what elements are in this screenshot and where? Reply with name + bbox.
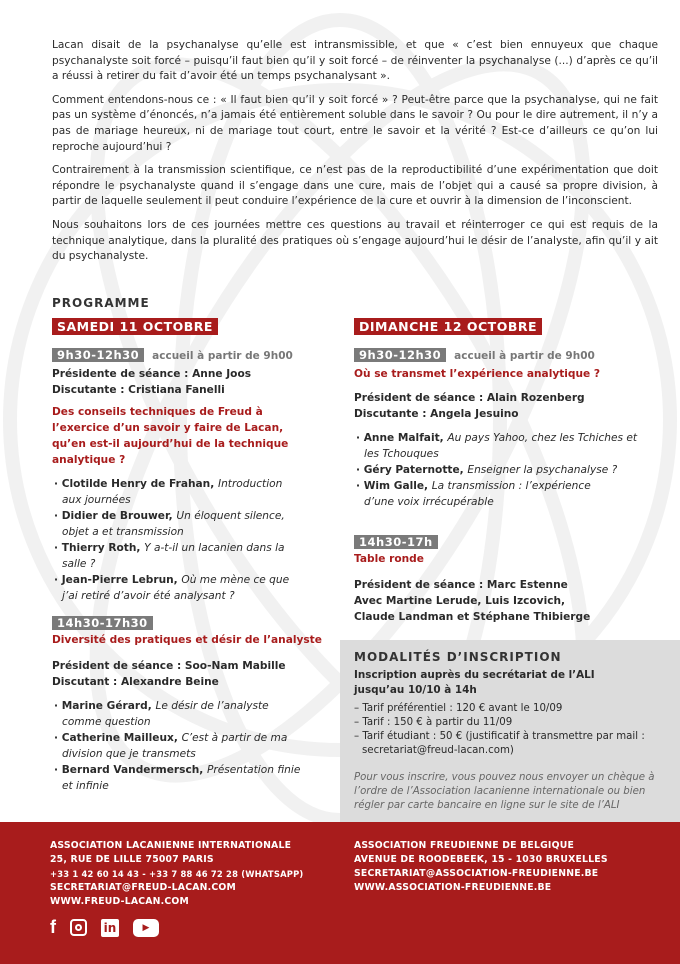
talk-item [354,478,594,510]
saturday-afternoon-time-row [52,612,153,631]
introduction [52,38,658,273]
saturday-label: SAMEDI 11 OCTOBRE [52,318,218,335]
speaker: · Bernard Vandermersch, [54,764,204,776]
youtube-icon[interactable]: ▶ [133,919,159,937]
talk-item [52,476,292,508]
speaker: · Géry Paternotte, [356,464,464,476]
talk-title: La transmission : l’expérience d’une voix irrécupérable [364,480,591,508]
website-link[interactable]: WWW.ASSOCIATION-FREUDIENNE.BE [354,882,552,893]
email-link[interactable]: SECRETARIAT@ASSOCIATION-FREUDIENNE.BE [354,868,599,879]
sunday-label: DIMANCHE 12 OCTOBRE [354,318,542,335]
talk-title: Où me mène ce que j’ai retiré d’avoir été analysant ? [62,574,290,602]
programme-title: PROGRAMME [52,296,150,310]
sunday-afternoon [354,551,654,625]
instagram-icon[interactable] [70,919,87,936]
welcome-note: accueil à partir de 9h00 [152,350,293,362]
sunday-morning-time-row [354,344,595,363]
rate-item: – Tarif étudiant : 50 € (justificatif à transmettre par mail : secretariat@freud-lacan.com) [354,731,645,756]
speaker: · Clotilde Henry de Frahan, [54,478,215,490]
talk-list [52,698,302,794]
talk-title: Au pays Yahoo, chez les Tchiches et les Tchouques [364,432,638,460]
address: 25, RUE DE LILLE 75007 PARIS [50,854,214,865]
talk-item [52,730,302,762]
speaker: · Catherine Mailleux, [54,732,178,744]
talk-item [354,430,649,462]
registration-title: MODALITÉS D’INSCRIPTION [354,650,562,664]
email-link[interactable]: SECRETARIAT@FREUD-LACAN.COM [50,882,236,893]
talk-title: Enseigner la psychanalyse ? [467,464,618,476]
session-theme: Où se transmet l’expérience analytique ? [354,368,601,380]
talk-item [52,762,302,794]
rate-item: – Tarif préférentiel : 120 € avant le 10/09 [354,703,563,714]
talk-item [52,572,292,604]
discussant: Discutante : Angela Jesuino [354,408,519,420]
sunday-morning [354,366,654,510]
phone: +33 1 42 60 14 43 - +33 7 88 46 72 28 (WHATSAPP) [50,869,304,879]
speaker: · Wim Galle, [356,480,429,492]
ali-contact [50,839,303,909]
registration-intro [354,668,595,698]
speaker: · Marine Gérard, [54,700,152,712]
participants: Avec Martine Lerude, Luis Izcovich, [354,595,566,607]
welcome-note: accueil à partir de 9h00 [454,350,595,362]
talk-item [354,462,649,478]
intro-paragraph: Nous souhaitons lors de ces journées mettre ces questions au travail et réinterroger ce qui est requis de la technique analytique, dans la pluralité des pratiques où s’engage aujourd’hui le désir de l’analyste, afin qu’il y ait du psychanalyste. [52,218,658,263]
facebook-icon[interactable]: f [50,917,56,937]
session-theme: Table ronde [354,553,424,565]
intro-paragraph: Contrairement à la transmission scientifique, ce n’est pas de la reproductibilité d’une expérimentation que doit répondre le psychanalyste quand il s’engage dans une cure, mais de l’objet qui a causé sa propre division, à partir de laquelle seulement il peut conduire l’expérience de la cure et ouvrir à la dimension de l’inconscient. [52,164,658,208]
chair: Présidente de séance : Anne Joos [52,368,252,380]
talk-title: C’est à partir de ma division que je transmets [62,732,288,760]
registration-deadline: jusqu’au 10/10 à 14h [354,684,477,696]
time-label: 9h30-12h30 [52,348,144,362]
afb-contact [354,839,608,895]
payment-info: Pour vous inscrire, vous pouvez nous envoyer un chèque à l’ordre de l’Association lacanienne internationale ou bien régler par carte bancaire en ligne sur le site de l’ALI [354,772,655,811]
speaker: · Didier de Brouwer, [54,510,173,522]
talk-title: Introduction aux journées [62,478,283,506]
saturday-morning-time-row [52,344,293,363]
rates-list [354,702,680,758]
time-label: 9h30-12h30 [354,348,446,362]
org-name: ASSOCIATION FREUDIENNE DE BELGIQUE [354,840,574,851]
talk-title: Y a-t-il un lacanien dans la salle ? [62,542,285,570]
saturday-afternoon [52,632,342,794]
talk-title: Le désir de l’analyste comme question [62,700,269,728]
talk-title: Un éloquent silence, objet a et transmission [62,510,285,538]
speaker: · Thierry Roth, [54,542,141,554]
talk-item [52,698,302,730]
discussant: Discutante : Cristiana Fanelli [52,384,225,396]
social-links [50,917,159,938]
discussant: Discutant : Alexandre Beine [52,676,219,688]
registration-line: Inscription auprès du secrétariat de l’ALI [354,669,595,681]
talk-title: Présentation finie et infinie [62,764,301,792]
speaker: · Jean-Pierre Lebrun, [54,574,178,586]
intro-paragraph: Comment entendons-nous ce : « Il faut bien qu’il y soit forcé » ? Peut-être parce que la psychanalyse, qui ne fait pas un système d’énoncés, n’a jamais été entièrement soluble dans le savoir ? Ou pour le dire autrement, il n’y a pas de mariage heureux, ni de mariage tout court, entre le savoir et la vérité ? Est-ce d’ailleurs ce qu’on lui reproche aujourd’hui ? [52,93,658,153]
time-label: 14h30-17h30 [52,616,153,630]
session-theme: Diversité des pratiques et désir de l’analyste [52,634,322,646]
footer [0,822,680,964]
website-link[interactable]: WWW.FREUD-LACAN.COM [50,896,189,907]
org-name: ASSOCIATION LACANIENNE INTERNATIONALE [50,840,292,851]
talk-list [354,430,649,510]
rate-item: – Tarif : 150 € à partir du 11/09 [354,717,513,728]
participants: Claude Landman et Stéphane Thibierge [354,611,591,623]
chair: Président de séance : Soo-Nam Mabille [52,660,286,672]
time-label: 14h30-17h [354,535,438,549]
chair: Président de séance : Marc Estenne [354,579,568,591]
saturday-morning [52,366,342,604]
address: AVENUE DE ROODEBEEK, 15 - 1030 BRUXELLES [354,854,608,865]
intro-paragraph: Lacan disait de la psychanalyse qu’elle est intransmissible, et que « c’est bien ennuyeux que chaque psychanalyste soit forcé – puisqu’il faut bien qu’il y soit forcé – de réinventer la psychanalyse (...) d’après ce qu’il a réussi à retirer du fait d’avoir été un temps psychanalysant ». [52,39,658,83]
linkedin-icon[interactable]: in [101,919,119,937]
talk-item [52,508,292,540]
talk-item [52,540,292,572]
chair: Président de séance : Alain Rozenberg [354,392,585,404]
session-theme: Des conseils techniques de Freud à l’exercice d’un savoir y faire de Lacan, qu’en est-il aujourd’hui de la technique analytique ? [52,406,289,466]
sunday-afternoon-time-row [354,531,438,550]
talk-list [52,476,292,604]
registration-box [340,640,680,822]
speaker: · Anne Malfait, [356,432,444,444]
